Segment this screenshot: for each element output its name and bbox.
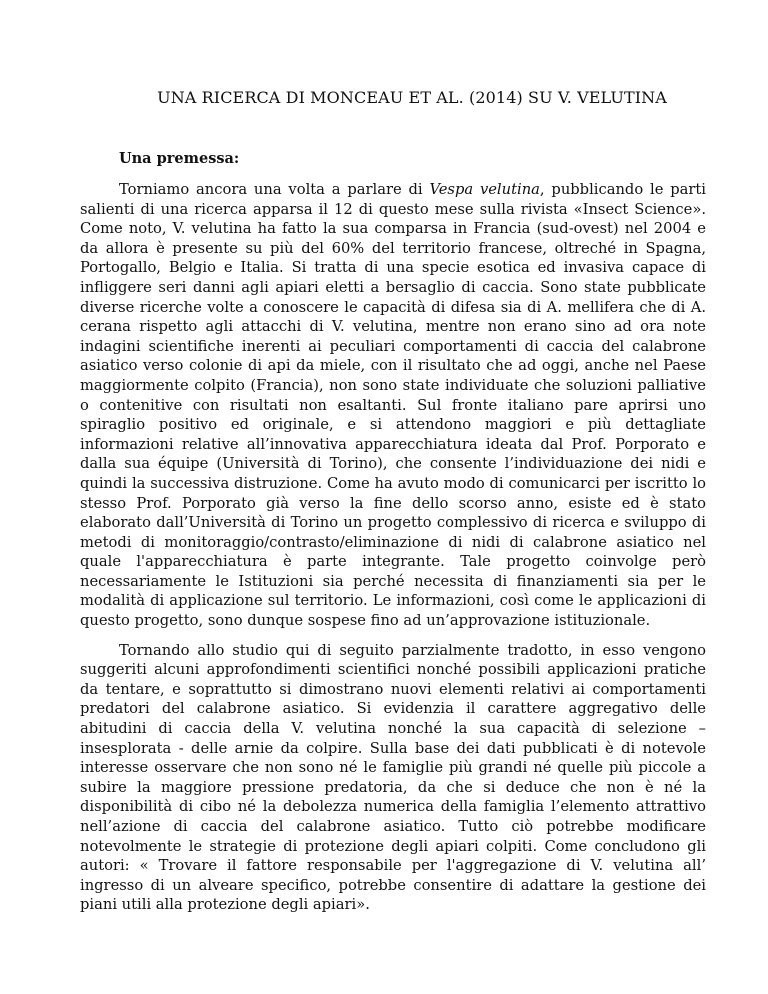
document-title: UNA RICERCA DI MONCEAU ET AL. (2014) SU V. VELUTINA <box>157 88 667 107</box>
paragraph-1 <box>80 180 706 631</box>
paragraph-2: Tornando allo studio qui di seguito parzialmente tradotto, in esso vengono suggeriti alcuni approfondimenti scientifici nonché possibili applicazioni pratiche da tentare, e soprattutto si dimostrano nuovi elementi relativi ai comportamenti predatori del calabrone asiatico. Si evidenzia il carattere aggregativo delle abitudini di caccia della V. velutina nonché la sua capacità di selezione – insesplorata - delle arnie da colpire. Sulla base dei dati pubblicati è di notevole interesse osservare che non sono né le famiglie più grandi né quelle più piccole a subire la maggiore pressione predatoria, da che si deduce che non è né la disponibilità di cibo né la debolezza numerica della famiglia l’elemento attrattivo nell’azione di caccia del calabrone asiatico. Tutto ciò potrebbe modificare notevolmente le strategie di protezione degli apiari colpiti. Come concludono gli autori: « Trovare il fattore responsabile per l'aggregazione di V. velutina all’ ingresso di un alveare specifico, potrebbe consentire di adattare la gestione dei piani utili alla protezione degli apiari». <box>80 641 706 914</box>
paragraph-1-rest: , pubblicando le parti salienti di una ricerca apparsa il 12 di questo mese sulla rivista «Insect Science». Come noto, V. velutina ha fatto la sua comparsa in Francia (sud-ovest) nel 2004 e da allora è presente su più del 60% del territorio francese, oltreché in Spagna, Portogallo, Belgio e Italia. Si tratta di una specie esotica ed invasiva capace di infliggere seri danni agli apiari eletti a bersaglio di caccia. Sono state pubblicate diverse ricerche volte a conoscere le capacità di difesa sia di A. mellifera che di A. cerana rispetto agli attacchi di V. velutina, mentre non erano sino ad ora note indagini scientifiche inerenti ai peculiari comportamenti di caccia del calabrone asiatico verso colonie di api da miele, con il risultato che ad oggi, anche nel Paese maggiormente colpito (Francia), non sono state individuate che soluzioni palliative o contenitive con risultati non esaltanti. Sul fronte italiano pare aprirsi uno spiraglio positivo ed originale, e si attendono maggiori e più dettagliate informazioni relative all’innovativa apparecchiatura ideata dal Prof. Porporato e dalla sua équipe (Università di Torino), che consente l’individuazione dei nidi e quindi la successiva distruzione. Come ha avuto modo di comunicarci per iscritto lo stesso Prof. Porporato già verso la fine dello scorso anno, esiste ed è stato elaborato dall’Università di Torino un progetto complessivo di ricerca e sviluppo di metodi di monitoraggio/contrasto/eliminazione di nidi di calabrone asiatico nel quale l'apparecchiatura è parte integrante. Tale progetto coinvolge però necessariamente le Istituzioni sia perché necessita di finanziamenti sia per le modalità di applicazione sul territorio. Le informazioni, così come le applicazioni di questo progetto, sono dunque sospese fino ad un’approvazione istituzionale. <box>80 181 707 630</box>
paragraph-1-lead: Torniamo ancora una volta a parlare di <box>119 181 430 198</box>
section-heading: Una premessa: <box>119 150 240 167</box>
document-body <box>80 180 706 925</box>
species-name-italic: Vespa velutina <box>429 181 540 198</box>
